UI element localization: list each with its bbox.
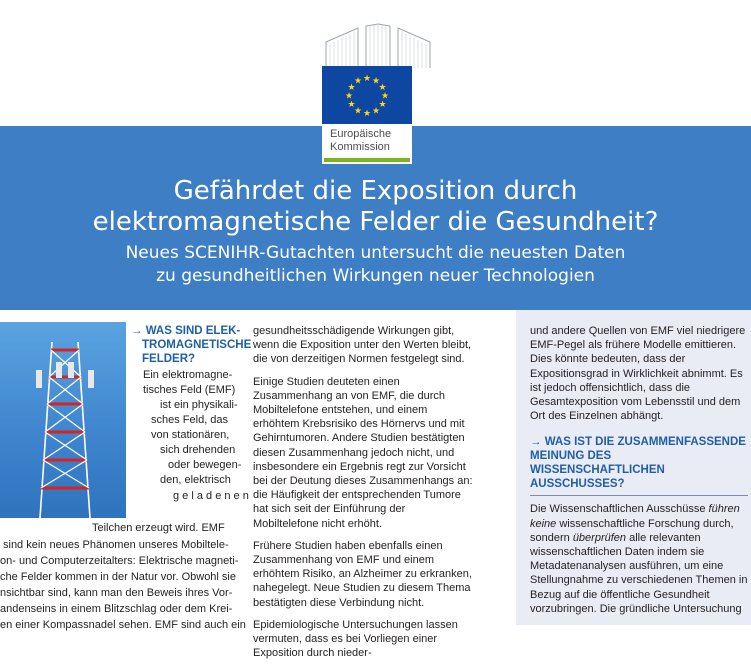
text-line: sind kein neues Phänomen unseres Mobiltele-: [3, 539, 229, 551]
text-line: oder bewegen-: [168, 459, 242, 471]
text-line: Ein elektromagne-: [143, 369, 233, 381]
berlaymont-building-icon: [318, 22, 438, 68]
svg-text:★: ★: [378, 83, 387, 93]
text-line: sches Feld, das: [151, 414, 229, 426]
text-line: sich drehenden: [160, 444, 236, 456]
sidebar-box: [516, 310, 751, 625]
svg-text:★: ★: [344, 91, 354, 102]
text-span: wissenschaftliche Forschung durch, sondern: [530, 517, 734, 544]
logo-accent-bar: [324, 158, 410, 162]
middle-column: [253, 324, 473, 668]
page-subtitle-line2: zu gesundheitlichen Wirkungen neuer Technologien: [156, 266, 595, 286]
heading-line: → WAS SIND ELEK-: [131, 325, 241, 337]
svg-text:★: ★: [362, 74, 372, 84]
svg-text:★: ★: [362, 109, 372, 119]
section-heading-emf: [131, 324, 252, 366]
emphasis: überprüfen: [572, 531, 627, 544]
text-line: andenseins in einem Blitzschlag oder dem Krei-: [0, 603, 233, 615]
svg-text:★: ★: [353, 106, 363, 117]
logo-label: [322, 126, 412, 164]
divider: [530, 495, 748, 496]
cell-tower-photo: [0, 322, 126, 518]
paragraph: [530, 502, 748, 616]
text-line: von stationären,: [151, 429, 230, 441]
text-line: den, elektrisch: [160, 474, 231, 486]
text-line: nsichtbar sind, kann man den Beweis ihres Vor-: [0, 587, 233, 599]
svg-text:★: ★: [347, 83, 356, 93]
logo-area: [0, 0, 751, 126]
paragraph: gesundheitsschädigende Wirkungen gibt, wenn die Exposition unter den Werten bleibt, die von derzeitigen Normen festgelegt sind.: [253, 325, 472, 366]
text-line: Teilchen erzeugt wird. EMF: [92, 522, 225, 534]
text-span: Die Wissenschaftlichen Ausschüsse: [530, 503, 709, 516]
logo-line2: Kommission: [330, 141, 390, 153]
heading-line: FELDER?: [142, 353, 196, 365]
svg-text:★: ★: [378, 100, 387, 110]
section-heading-summary: → WAS IST DIE ZUSAMMENFASSENDE MEINUNG DES WISSENSCHAFTLICHEN AUSSCHUSSES?: [530, 436, 746, 491]
paragraph: und andere Quellen von EMF viel niedrigere EMF-Pegel als frühere Modelle emittieren. Dies könnte bedeuten, dass der Expositionsgrad in Wirklichkeit abnimmt. Es ist jedoch offensichtlich, dass die Gesamtexposition vom Lebensstil und dem Ort des Einzelnen abhängt.: [530, 325, 746, 423]
page-subtitle: Neues SCENIHR-Gutachten untersucht die neuesten Daten: [125, 243, 626, 263]
logo-line1: Europäische: [330, 128, 392, 140]
paragraph: Einige Studien deuteten einen Zusammenhang an von EMF, die durch Mobiltelefone entstehen, und einem erhöhtem Krebsrisiko des Hörnervs und mit Gehirntumoren. Andere Studien bestätigten diesen Zusammenhang jedoch nicht, und insbesondere ein Ergebnis regt zur Vorsicht bei der Deutung dieses Zusammenhangs an: die Häufigkeit der entsprechenden Tumore hat sich seit der Einführung der Mobiltelefone nicht erhöht.: [253, 375, 473, 530]
paragraph: Frühere Studien haben ebenfalls einen Zusammenhang von EMF und einem erhöhtem Risiko, an Alzheimer zu erkranken, nahegelegt. Neue Studien zu diesem Thema bestätigten diese Verbindung nicht.: [253, 539, 472, 609]
text-line: en einer Kompassnadel sehen. EMF sind auch ein: [0, 619, 246, 631]
paragraph: Epidemiologische Untersuchungen lassen vermuten, dass es bei Vorliegen einer Exposition durch nieder-: [253, 618, 458, 660]
svg-text:★: ★: [371, 106, 381, 117]
svg-text:★: ★: [353, 76, 363, 87]
svg-text:★: ★: [380, 91, 390, 102]
text-line: che Felder kommen in der Natur vor. Obwohl sie: [0, 571, 236, 583]
text-line: tisches Feld (EMF): [143, 384, 236, 396]
heading-line: TROMAGNETISCHE: [142, 339, 252, 351]
text-line: ist ein physikali-: [160, 399, 238, 411]
svg-text:★: ★: [347, 100, 356, 110]
page-title: Gefährdet die Exposition durch: [173, 176, 578, 206]
text-span: alle relevanten wissenschaftlichen Daten indem sie Metadatenanalysen ausführen, um eine Stellungnahme zu verschiedenen Themen in Bezug auf die öffentliche Gesundheit vorzubringen. Die gründliche Untersuchung: [530, 531, 748, 615]
emphasis: führen keine: [530, 503, 740, 530]
eu-flag-icon: [322, 66, 412, 124]
text-line: on- und Computerzeitalters: Elektrische magneti-: [0, 555, 239, 567]
svg-text:★: ★: [371, 76, 381, 87]
page-title-line2: elektromagnetische Felder die Gesundheit?: [92, 207, 659, 237]
text-line: g e l a d e n e n: [173, 490, 249, 502]
